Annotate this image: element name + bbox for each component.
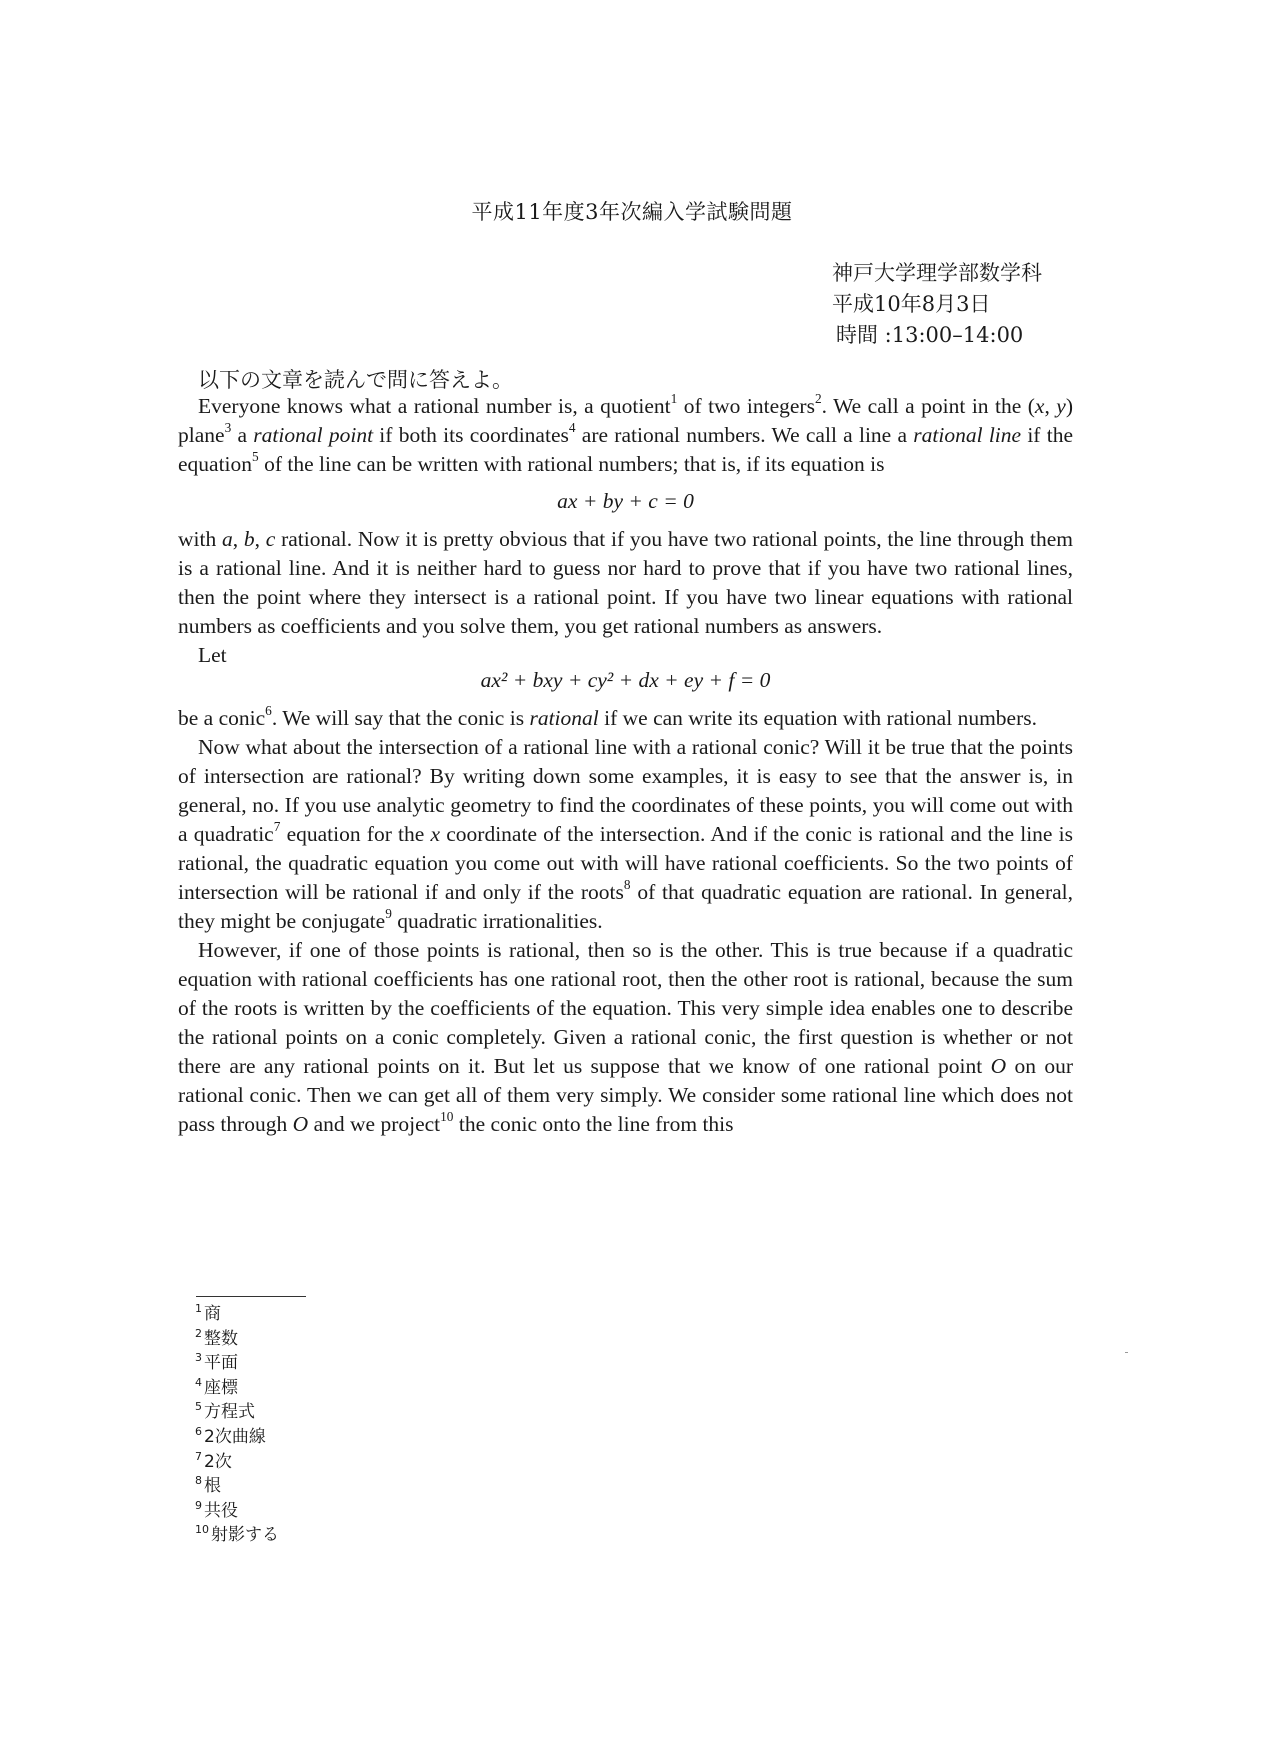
scan-speck [1125, 1352, 1128, 1353]
paragraph: Now what about the intersection of a rational line with a rational conic? Will it be true that the points of intersection are rational? By writing down some examples, it is easy to see that the answer is, in general, no. If you use analytic geometry to find the coordinates of these points, you will come out with a quadratic$^7$ equation for the x coordinate of the intersection. And if the conic is rational and the line is rational, the quadratic equation you come out with will have rational coefficients. So the two points of intersection will be rational if and only if the roots$^8$ of that quadratic equation are rational. In general, they might be conjugate$^9$ quadratic irrationalities. [178, 735, 1073, 933]
footnote: $^{10}$ 射影する [195, 1523, 279, 1546]
footnotes [195, 1302, 279, 1548]
exam-title: 平成11年度3年次編入学試験問題 [471, 200, 793, 224]
passage [178, 392, 1073, 1139]
footnote: $^1$ 商 [195, 1302, 221, 1324]
paragraph: However, if one of those points is rational, then so is the other. This is true because if a quadratic equation with rational coefficients has one rational root, then the other root is rational, because the sum of the roots is written by the coefficients of the equation. This very simple idea enables one to describe the rational points on a conic completely. Given a rational conic, the first question is whether or not there are any rational points on it. But let us suppose that we know of one rational point O on our rational conic. Then we can get all of them very simply. We consider some rational line which does not pass through O and we project$^{10}$ the conic onto the line from this [178, 938, 1073, 1136]
footnote-rule [196, 1296, 306, 1297]
footnote: $^4$ 座標 [195, 1375, 238, 1398]
footnote: $^5$ 方程式 [195, 1400, 255, 1423]
paragraph: with a, b, c rational. Now it is pretty obvious that if you have two rational points, the line through them is a rational line. And it is neither hard to guess nor hard to prove that if you have two rational lines, then the point where they intersect is a rational point. If you have two linear equations with rational numbers as coefficients and you solve them, you get rational numbers as answers. [178, 527, 1074, 638]
exam-date: 平成10年8月3日 [832, 292, 991, 316]
footnote: $^2$ 整数 [195, 1326, 238, 1349]
footnote: $^7$ 2次 [195, 1449, 232, 1472]
paragraph: Everyone knows what a rational number is, a quotient$^1$ of two integers$^2$. We call a point in the (x, y) plane$^3$ a rational point if both its coordinates$^4$ are rational numbers. We call a line a rational line if the equation$^5$ of the line can be written with rational numbers; that is, if its equation is [178, 391, 1074, 476]
exam-time: 時間 :13:00–14:00 [836, 323, 1024, 347]
instruction: 以下の文章を読んで問に答えよ。 [198, 368, 513, 392]
paragraph: be a conic$^6$. We will say that the conic is rational if we can write its equation with rational numbers. [178, 703, 1037, 730]
exam-meta [832, 258, 1042, 351]
equation-conic: ax² + bxy + cy² + dx + ey + f = 0 [480, 668, 771, 692]
footnote: $^8$ 根 [195, 1474, 221, 1497]
footnote: $^3$ 平面 [195, 1351, 238, 1374]
paragraph: Let [198, 643, 227, 667]
footnote: $^9$ 共役 [195, 1498, 238, 1521]
department: 神戸大学理学部数学科 [832, 261, 1042, 285]
footnote: $^6$ 2次曲線 [195, 1424, 266, 1447]
equation-line: ax + by + c = 0 [557, 489, 694, 513]
